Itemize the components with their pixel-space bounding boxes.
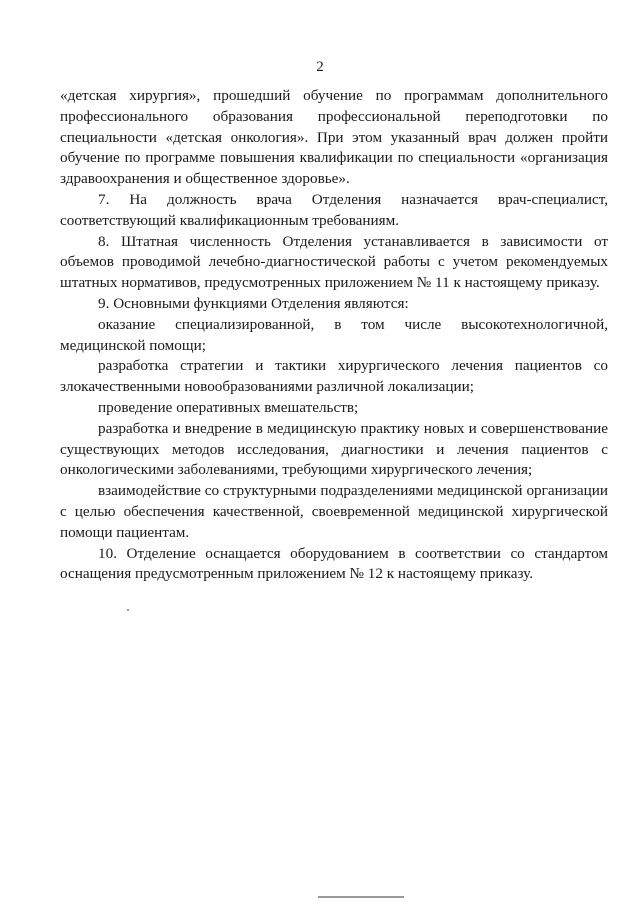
paragraph-7: 7. На должность врача Отделения назначается врач-специалист, соответствующий квалификационным требованиям.: [60, 190, 608, 229]
function-item: оказание специализированной, в том числе высокотехнологичной, медицинской помощи;: [60, 315, 608, 354]
paragraph-continuation: «детская хирургия», прошедший обучение по программам дополнительного профессионального образования профессиональной переподготовки по специальности «детская онкология». При этом указанный врач должен пройти обучение по программе повышения квалификации по специальности «организация здравоохранения и общественное здоровье».: [60, 87, 608, 188]
function-item: разработка стратегии и тактики хирургического лечения пациентов со злокачественными новообразованиями различной локализации;: [60, 357, 608, 396]
scan-edge-mark: [318, 896, 404, 898]
paragraph-10: 10. Отделение оснащается оборудованием в соответствии со стандартом оснащения предусмотренным приложением № 12 к настоящему приказу.: [60, 544, 608, 583]
page-number: 2: [316, 59, 324, 75]
paragraph-8: 8. Штатная численность Отделения устанавливается в зависимости от объемов проводимой лечебно-диагностической работы с учетом рекомендуемых штатных нормативов, предусмотренных приложением № 11 к настоящему приказу.: [60, 232, 608, 292]
scan-speck: [127, 609, 129, 611]
document-body: [60, 86, 608, 585]
function-item: разработка и внедрение в медицинскую практику новых и совершенствование существующих методов исследования, диагностики и лечения пациентов с онкологическими заболеваниями, требующими хирургического лечения;: [60, 419, 608, 479]
function-item: взаимодействие со структурными подразделениями медицинской организации с целью обеспечения качественной, своевременной медицинской хирургической помощи пациентам.: [60, 482, 608, 541]
paragraph-9: 9. Основными функциями Отделения являются:: [98, 294, 409, 312]
function-item: проведение оперативных вмешательств;: [98, 398, 359, 416]
